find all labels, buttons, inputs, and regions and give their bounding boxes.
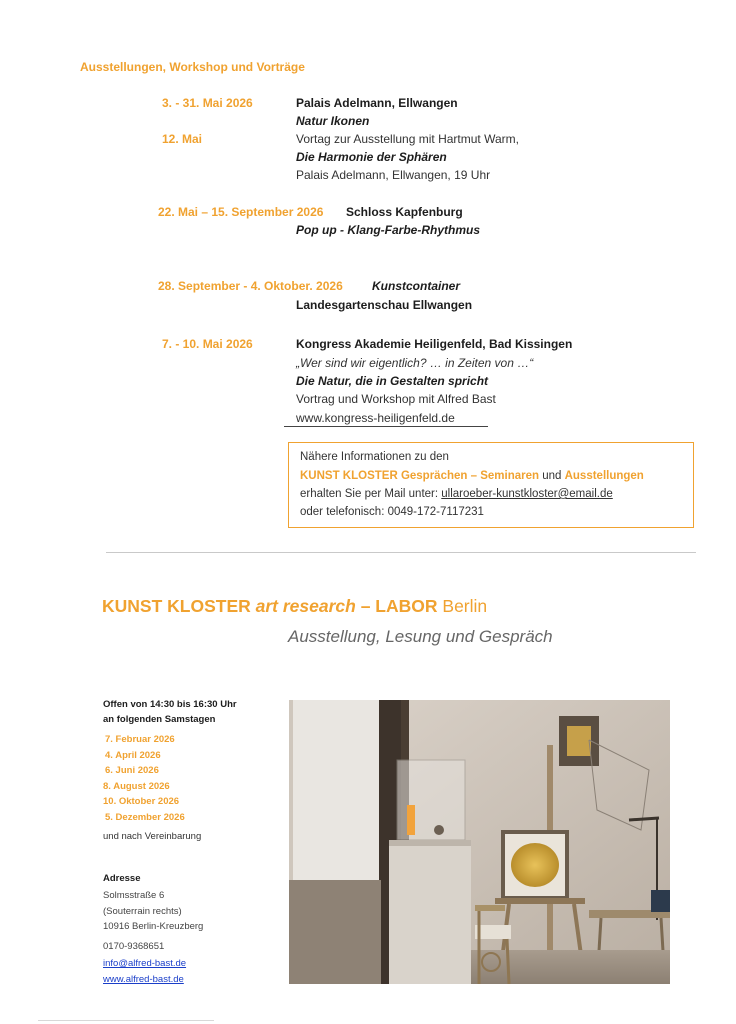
footer-rule <box>38 1020 214 1021</box>
hours-note: und nach Vereinbarung <box>103 831 202 842</box>
info-mail-line <box>300 488 613 500</box>
event-title: Die Natur, die in Gestalten spricht <box>296 374 489 388</box>
hours-date: 6. Juni 2026 <box>105 765 159 776</box>
labor-title <box>102 596 487 617</box>
labor-title-a: KUNST KLOSTER <box>102 596 256 616</box>
info-email-link[interactable]: ullaroeber-kunstkloster@email.de <box>441 488 613 500</box>
info-highlight-a: KUNST KLOSTER Gesprächen – Seminaren <box>300 470 540 482</box>
hours-line2: an folgenden Samstagen <box>103 714 216 725</box>
event-date: 22. Mai – 15. September 2026 <box>158 205 324 219</box>
event-place: Schloss Kapfenburg <box>346 205 463 219</box>
event-website-link[interactable]: www.kongress-heiligenfeld.de <box>296 411 455 425</box>
event-date: 3. - 31. Mai 2026 <box>162 96 253 110</box>
hours-date: 5. Dezember 2026 <box>105 812 185 823</box>
labor-subtitle: Ausstellung, Lesung und Gespräch <box>288 627 553 646</box>
address-email-link[interactable]: info@alfred-bast.de <box>103 958 187 969</box>
info-phone: oder telefonisch: 0049-172-7117231 <box>300 506 484 518</box>
divider <box>106 552 696 553</box>
address-phone: 0170-9368651 <box>103 941 165 952</box>
address-street: Solmsstraße 6 <box>103 890 165 901</box>
event-title: Natur Ikonen <box>296 114 370 128</box>
section-title: Ausstellungen, Workshop und Vorträge <box>80 60 305 74</box>
address-label: Adresse <box>103 873 141 884</box>
labor-title-b: art research <box>255 596 356 616</box>
event-description: Vortag zur Ausstellung mit Hartmut Warm, <box>296 132 519 146</box>
labor-title-c: – LABOR <box>355 596 438 616</box>
event-date: 28. September - 4. Oktober. 2026 <box>158 279 343 293</box>
info-intro: Nähere Informationen zu den <box>300 451 449 463</box>
info-highlight-b: Ausstellungen <box>564 470 644 482</box>
address-extra: (Souterrain rechts) <box>103 906 182 917</box>
event-title: Die Harmonie der Sphären <box>296 150 447 164</box>
info-highlight-mid: und <box>539 470 565 482</box>
address-website-link[interactable]: www.alfred-bast.de <box>103 974 184 985</box>
event-date: 7. - 10. Mai 2026 <box>162 337 253 351</box>
studio-photo <box>289 700 670 984</box>
link-underline <box>284 426 488 427</box>
event-place: Palais Adelmann, Ellwangen <box>296 96 458 110</box>
info-mail-prefix: erhalten Sie per Mail unter: <box>300 488 442 500</box>
event-description: Vortrag und Workshop mit Alfred Bast <box>296 392 496 406</box>
hours-line1: Offen von 14:30 bis 16:30 Uhr <box>103 699 237 710</box>
event-title: Pop up - Klang-Farbe-Rhythmus <box>296 223 480 237</box>
event-location: Palais Adelmann, Ellwangen, 19 Uhr <box>296 168 491 182</box>
event-place: Landesgartenschau Ellwangen <box>296 298 473 312</box>
hours-date: 7. Februar 2026 <box>105 734 175 745</box>
labor-title-d: Berlin <box>437 596 488 616</box>
event-place: Kongress Akademie Heiligenfeld, Bad Kissingen <box>296 337 573 351</box>
hours-date: 8. August 2026 <box>103 781 170 792</box>
event-date: 12. Mai <box>162 132 203 146</box>
hours-date: 10. Oktober 2026 <box>103 796 180 807</box>
event-quote: „Wer sind wir eigentlich? … in Zeiten von …“ <box>296 356 534 370</box>
event-title: Kunstcontainer <box>372 279 461 293</box>
hours-date: 4. April 2026 <box>105 750 161 761</box>
info-highlight <box>300 470 644 482</box>
address-city: 10916 Berlin-Kreuzberg <box>103 921 204 932</box>
